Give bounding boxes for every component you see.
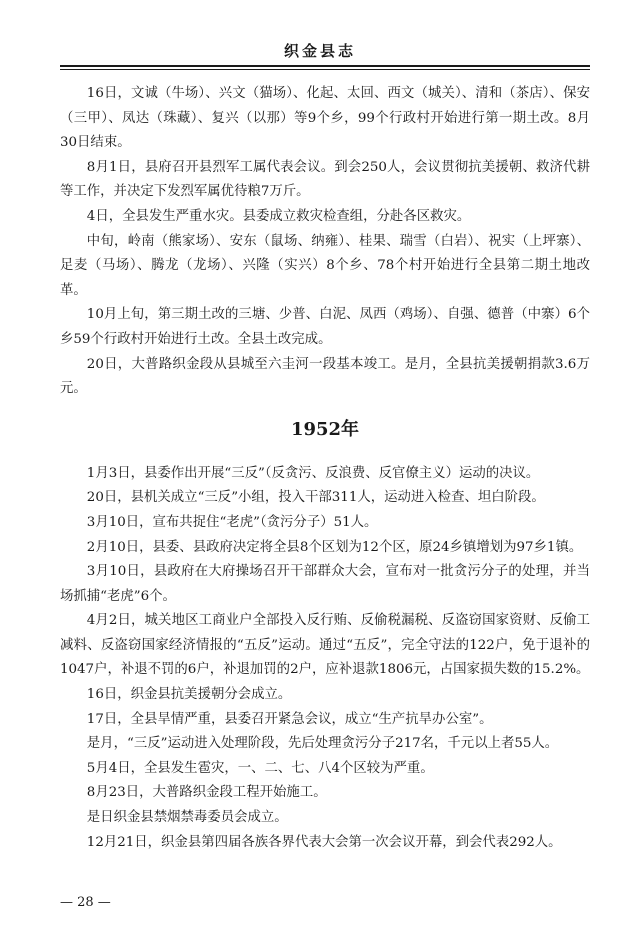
section-1952 bbox=[60, 462, 590, 856]
paragraph: 10月上旬，第三期土改的三塘、少普、白泥、凤西（鸡场）、自强、德普（中寨）6个乡59个行政村开始进行土改。全县土改完成。 bbox=[60, 307, 590, 347]
section-1951 bbox=[60, 82, 590, 402]
page-number: — 28 — bbox=[60, 895, 111, 910]
paragraph: 20日，大普路织金段从县城至六圭河一段基本竣工。是月，全县抗美援朝捐款3.6万元。 bbox=[60, 356, 590, 397]
paragraph: 2月10日，县委、县政府决定将全县8个区划为12个区，原24乡镇增划为97乡1镇。 bbox=[86, 539, 583, 555]
running-header: 织金县志 bbox=[283, 42, 356, 60]
year-heading-1952: 1952年 bbox=[290, 418, 360, 440]
paragraph: 12月21日，织金县第四届各族各界代表大会第一次会议开幕，到会代表292人。 bbox=[86, 834, 562, 850]
paragraph: 5月4日，全县发生雹灾，一、二、七、八4个区较为严重。 bbox=[86, 760, 434, 776]
paragraph: 是日织金县禁烟禁毒委员会成立。 bbox=[86, 810, 288, 826]
paragraph: 中旬，岭南（熊家场）、安东（鼠场、纳雍）、桂果、瑞雪（白岩）、祝实（上坪寨）、足麦（马场）、腾龙（龙场）、兴隆（实兴）8个乡、78个村开始进行全县第二期土地改革。 bbox=[60, 233, 590, 298]
paragraph: 8月23日，大普路织金段工程开始施工。 bbox=[86, 785, 327, 801]
header-rule-thin bbox=[60, 69, 590, 70]
paragraph: 16日，织金县抗美援朝分会成立。 bbox=[86, 687, 292, 703]
header-rule-thick bbox=[60, 65, 590, 67]
paragraph: 4月2日，城关地区工商业户全部投入反行贿、反偷税漏税、反盗窃国家资财、反偷工减料、反盗窃国家经济情报的“五反”运动。通过“五反”，完全守法的122户，免于退补的1047户，补退不罚的6户，补退加罚的2户，应补退款1806元，占国家损失数的15.2%。 bbox=[60, 613, 590, 678]
paragraph: 3月10日，县政府在大府操场召开干部群众大会，宣布对一批贪污分子的处理，并当场抓捕“老虎”6个。 bbox=[60, 564, 590, 604]
paragraph: 是月，“三反”运动进入处理阶段，先后处理贪污分子217名，千元以上者55人。 bbox=[86, 736, 559, 752]
paragraph: 3月10日，宣布共捉住“老虎”（贪污分子）51人。 bbox=[86, 514, 378, 530]
paragraph: 8月1日，县府召开县烈军工属代表会议。到会250人，会议贯彻抗美援朝、救济代耕等工作，并决定下发烈军属优待粮7万斤。 bbox=[60, 159, 590, 200]
paragraph: 1月3日，县委作出开展“三反”（反贪污、反浪费、反官僚主义）运动的决议。 bbox=[86, 465, 540, 481]
paragraph: 17日，全县旱情严重，县委召开紧急会议，成立“生产抗旱办公室”。 bbox=[86, 711, 493, 727]
paragraph: 20日，县机关成立“三反”小组，投入干部311人，运动进入检查、坦白阶段。 bbox=[86, 490, 545, 506]
paragraph: 4日，全县发生严重水灾。县委成立救灾检查组，分赴各区救灾。 bbox=[86, 208, 471, 224]
body-text bbox=[60, 82, 590, 855]
paragraph: 16日，文诚（牛场）、兴文（猫场）、化起、太回、西文（城关）、清和（茶店）、保安（三甲）、凤达（珠藏）、复兴（以那）等9个乡，99个行政村开始进行第一期土改。8月30日结束。 bbox=[60, 86, 590, 151]
